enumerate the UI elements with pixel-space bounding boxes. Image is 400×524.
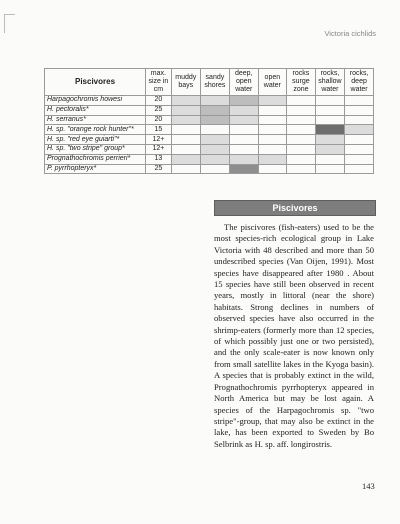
table-row (45, 164, 374, 174)
max-size: 20 (146, 115, 172, 125)
column-header-size: max. size in cm (146, 69, 172, 96)
running-head: Victoria cichlids (324, 29, 376, 38)
habitat-cell (258, 135, 287, 145)
crop-mark (4, 14, 15, 33)
habitat-cell (171, 105, 200, 115)
max-size: 13 (146, 154, 172, 164)
max-size: 25 (146, 164, 172, 174)
habitat-cell (171, 125, 200, 135)
table-header-row (45, 69, 374, 96)
max-size: 25 (146, 105, 172, 115)
habitat-cell (229, 125, 258, 135)
table-row (45, 144, 374, 154)
habitat-cell (200, 144, 229, 154)
habitat-cell (171, 135, 200, 145)
habitat-cell (315, 135, 344, 145)
habitat-cell (200, 96, 229, 106)
habitat-cell (200, 135, 229, 145)
habitat-cell (229, 115, 258, 125)
habitat-cell (229, 154, 258, 164)
habitat-cell (287, 105, 316, 115)
habitat-cell (229, 164, 258, 174)
habitat-cell (345, 135, 374, 145)
habitat-cell (229, 144, 258, 154)
habitat-cell (200, 115, 229, 125)
habitat-cell (287, 144, 316, 154)
column-header-surge: rocks surge zone (287, 69, 316, 96)
table-row (45, 115, 374, 125)
table-body (45, 96, 374, 174)
habitat-cell (287, 154, 316, 164)
species-name: H. serranus* (45, 115, 146, 125)
table-row (45, 135, 374, 145)
column-header-open: open water (258, 69, 287, 96)
habitat-cell (171, 144, 200, 154)
habitat-cell (345, 164, 374, 174)
habitat-cell (345, 96, 374, 106)
max-size: 20 (146, 96, 172, 106)
habitat-cell (171, 115, 200, 125)
habitat-cell (345, 144, 374, 154)
page-number: 143 (362, 481, 375, 491)
species-name: H. pectoralis* (45, 105, 146, 115)
habitat-cell (258, 115, 287, 125)
habitat-cell (258, 105, 287, 115)
table-row (45, 125, 374, 135)
species-name: P. pyrrhopteryx* (45, 164, 146, 174)
habitat-cell (258, 164, 287, 174)
max-size: 12+ (146, 144, 172, 154)
section-heading: Piscivores (214, 200, 376, 216)
habitat-cell (345, 105, 374, 115)
habitat-cell (258, 144, 287, 154)
max-size: 15 (146, 125, 172, 135)
habitat-cell (315, 115, 344, 125)
habitat-cell (287, 125, 316, 135)
habitat-cell (258, 125, 287, 135)
habitat-table (44, 68, 374, 174)
habitat-cell (315, 96, 344, 106)
habitat-cell (315, 154, 344, 164)
habitat-cell (200, 164, 229, 174)
habitat-cell (315, 125, 344, 135)
habitat-cell (315, 144, 344, 154)
max-size: 12+ (146, 135, 172, 145)
column-header-deep_open: deep, open water (229, 69, 258, 96)
table-row (45, 96, 374, 106)
habitat-cell (229, 96, 258, 106)
habitat-cell (287, 135, 316, 145)
habitat-cell (229, 105, 258, 115)
species-name: Harpagochromis howesi (45, 96, 146, 106)
habitat-cell (229, 135, 258, 145)
habitat-cell (287, 115, 316, 125)
species-name: H. sp. "two stripe" group* (45, 144, 146, 154)
habitat-cell (315, 105, 344, 115)
column-header-rocks_shallow: rocks, shallow water (315, 69, 344, 96)
habitat-cell (200, 154, 229, 164)
habitat-cell (345, 125, 374, 135)
column-header-muddy: muddy bays (171, 69, 200, 96)
habitat-cell (200, 125, 229, 135)
species-name: H. sp. "orange rock hunter"* (45, 125, 146, 135)
habitat-cell (258, 154, 287, 164)
habitat-cell (287, 96, 316, 106)
habitat-cell (171, 154, 200, 164)
species-name: Prognathochromis perrieri* (45, 154, 146, 164)
habitat-cell (345, 115, 374, 125)
column-header-group: Piscivores (45, 69, 146, 96)
habitat-cell (258, 96, 287, 106)
habitat-cell (315, 164, 344, 174)
table-row (45, 105, 374, 115)
habitat-cell (200, 105, 229, 115)
column-header-sandy: sandy shores (200, 69, 229, 96)
species-name: H. sp. "red eye guiarti"* (45, 135, 146, 145)
body-paragraph: The piscivores (fish-eaters) used to be the most species-rich ecological group in Lake Victoria with 48 described and more than 50 undescribed species (Van Oijen, 1991). Most species have disappeared after 1980 . About 15 species have still been observed in recent years, mostly in littoral (near the shore) habitats. Strong declines in numbers of observed species have also occurred in the shrimp-eaters (formerly more than 12 species, of which possibly just one or two persisted), and the only scale-eater is now known only from small satellite lakes in the Kyoga basin). A species that is probably extinct in the wild, Prognathochromis pyrrhopteryx appeared in North America but may be lost again. A species of the Harpagochromis sp. "two stripe"-group, that may also be extinct in the lake, has been exported to Sweden by Bo Selbrink as H. sp. aff. longirostris. (214, 222, 374, 449)
habitat-cell (287, 164, 316, 174)
table-row (45, 154, 374, 164)
habitat-cell (171, 164, 200, 174)
column-header-rocks_deep: rocks, deep water (345, 69, 374, 96)
habitat-cell (171, 96, 200, 106)
habitat-cell (345, 154, 374, 164)
